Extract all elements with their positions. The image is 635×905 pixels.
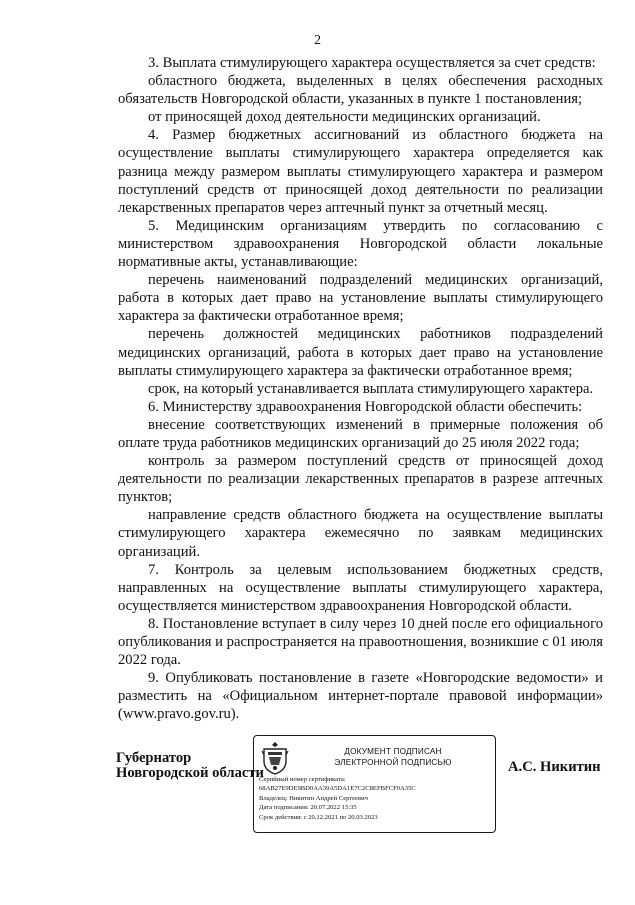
stamp-header-line: ДОКУМЕНТ ПОДПИСАН <box>344 747 442 756</box>
document-body <box>118 54 603 723</box>
paragraph: областного бюджета, выделенных в целях обеспечения расходных обязательств Новгородской области, указанных в пункте 1 постановления; <box>118 73 603 108</box>
paragraph: контроль за размером поступлений средств от приносящей доход деятельности по реализации лекарственных препаратов в разрезе аптечных пунктов; <box>118 453 603 506</box>
signing-date: Дата подписания: 20.07.2022 15:35 <box>259 804 357 812</box>
signer-title-line: Губернатор <box>116 750 192 766</box>
page-number: 2 <box>314 33 321 48</box>
paragraph: направление средств областного бюджета на осуществление выплаты стимулирующего характера ежемесячно по заявкам медицинских организаций. <box>118 507 603 560</box>
paragraph: срок, на который устанавливается выплата стимулирующего характера. <box>148 380 594 397</box>
paragraph: 7. Контроль за целевым использованием бюджетных средств, направленных на осуществление выплаты стимулирующего характера, осуществляется министерством здравоохранения Новгородской области. <box>118 561 603 614</box>
coat-of-arms-icon <box>260 741 290 775</box>
paragraph: перечень наименований подразделений медицинских организаций, работа в которых дает право на установление выплаты стимулирующего характера за фактически отработанное время; <box>118 272 603 325</box>
paragraph: перечень должностей медицинских работников подразделений медицинских организаций, работа в которых дает право на установление выплаты стимулирующего характера за фактически отработанное время; <box>118 326 603 379</box>
stamp-header <box>300 746 486 768</box>
paragraph: от приносящей доход деятельности медицинских организаций. <box>148 109 541 126</box>
certificate-validity: Срок действия: с 20.12.2021 по 20.03.2023 <box>259 813 378 821</box>
paragraph: 4. Размер бюджетных ассигнований из областного бюджета на осуществление выплаты стимулирующего характера определяется как разница между размером выплаты стимулирующего характера и размером поступлений средств от приносящей доход деятельности по реализации лекарственных препаратов через аптечный пункт за отчетный месяц. <box>118 127 603 216</box>
certificate-label: Серийный номер сертификата: <box>259 776 346 783</box>
signature-block <box>0 735 635 835</box>
paragraph: 9. Опубликовать постановление в газете «Новгородские ведомости» и разместить на «Официальном интернет-портале правовой информации» (www.pravo.gov.ru). <box>118 670 603 723</box>
signer-title-line: Новгородской области <box>116 765 264 781</box>
signer-title <box>116 751 264 781</box>
paragraph: 8. Постановление вступает в силу через 10 дней после его официального опубликования и распространяется на правоотношения, возникшие с 01 июля 2022 года. <box>118 615 603 669</box>
stamp-header-line: ЭЛЕКТРОННОЙ ПОДПИСЬЮ <box>334 758 452 767</box>
paragraph: 6. Министерству здравоохранения Новгородской области обеспечить: <box>148 398 583 415</box>
electronic-signature-stamp <box>253 735 496 833</box>
certificate-number: 68AB27E9DE9BD0AA39A5DA1E7C2C8EFBFCF0A35C <box>259 785 416 793</box>
certificate-owner: Владелец: Никитин Андрей Сергеевич <box>259 794 368 802</box>
paragraph: 5. Медицинским организациям утвердить по согласованию с министерством здравоохранения Новгородской области локальные нормативные акты, устанавливающие: <box>118 217 603 271</box>
signer-name: А.С. Никитин <box>508 759 601 775</box>
paragraph: 3. Выплата стимулирующего характера осуществляется за счет средств: <box>148 55 596 71</box>
stamp-details <box>259 775 493 822</box>
paragraph: внесение соответствующих изменений в примерные положения об оплате труда работников медицинских организаций до 25 июля 2022 года; <box>118 416 603 451</box>
